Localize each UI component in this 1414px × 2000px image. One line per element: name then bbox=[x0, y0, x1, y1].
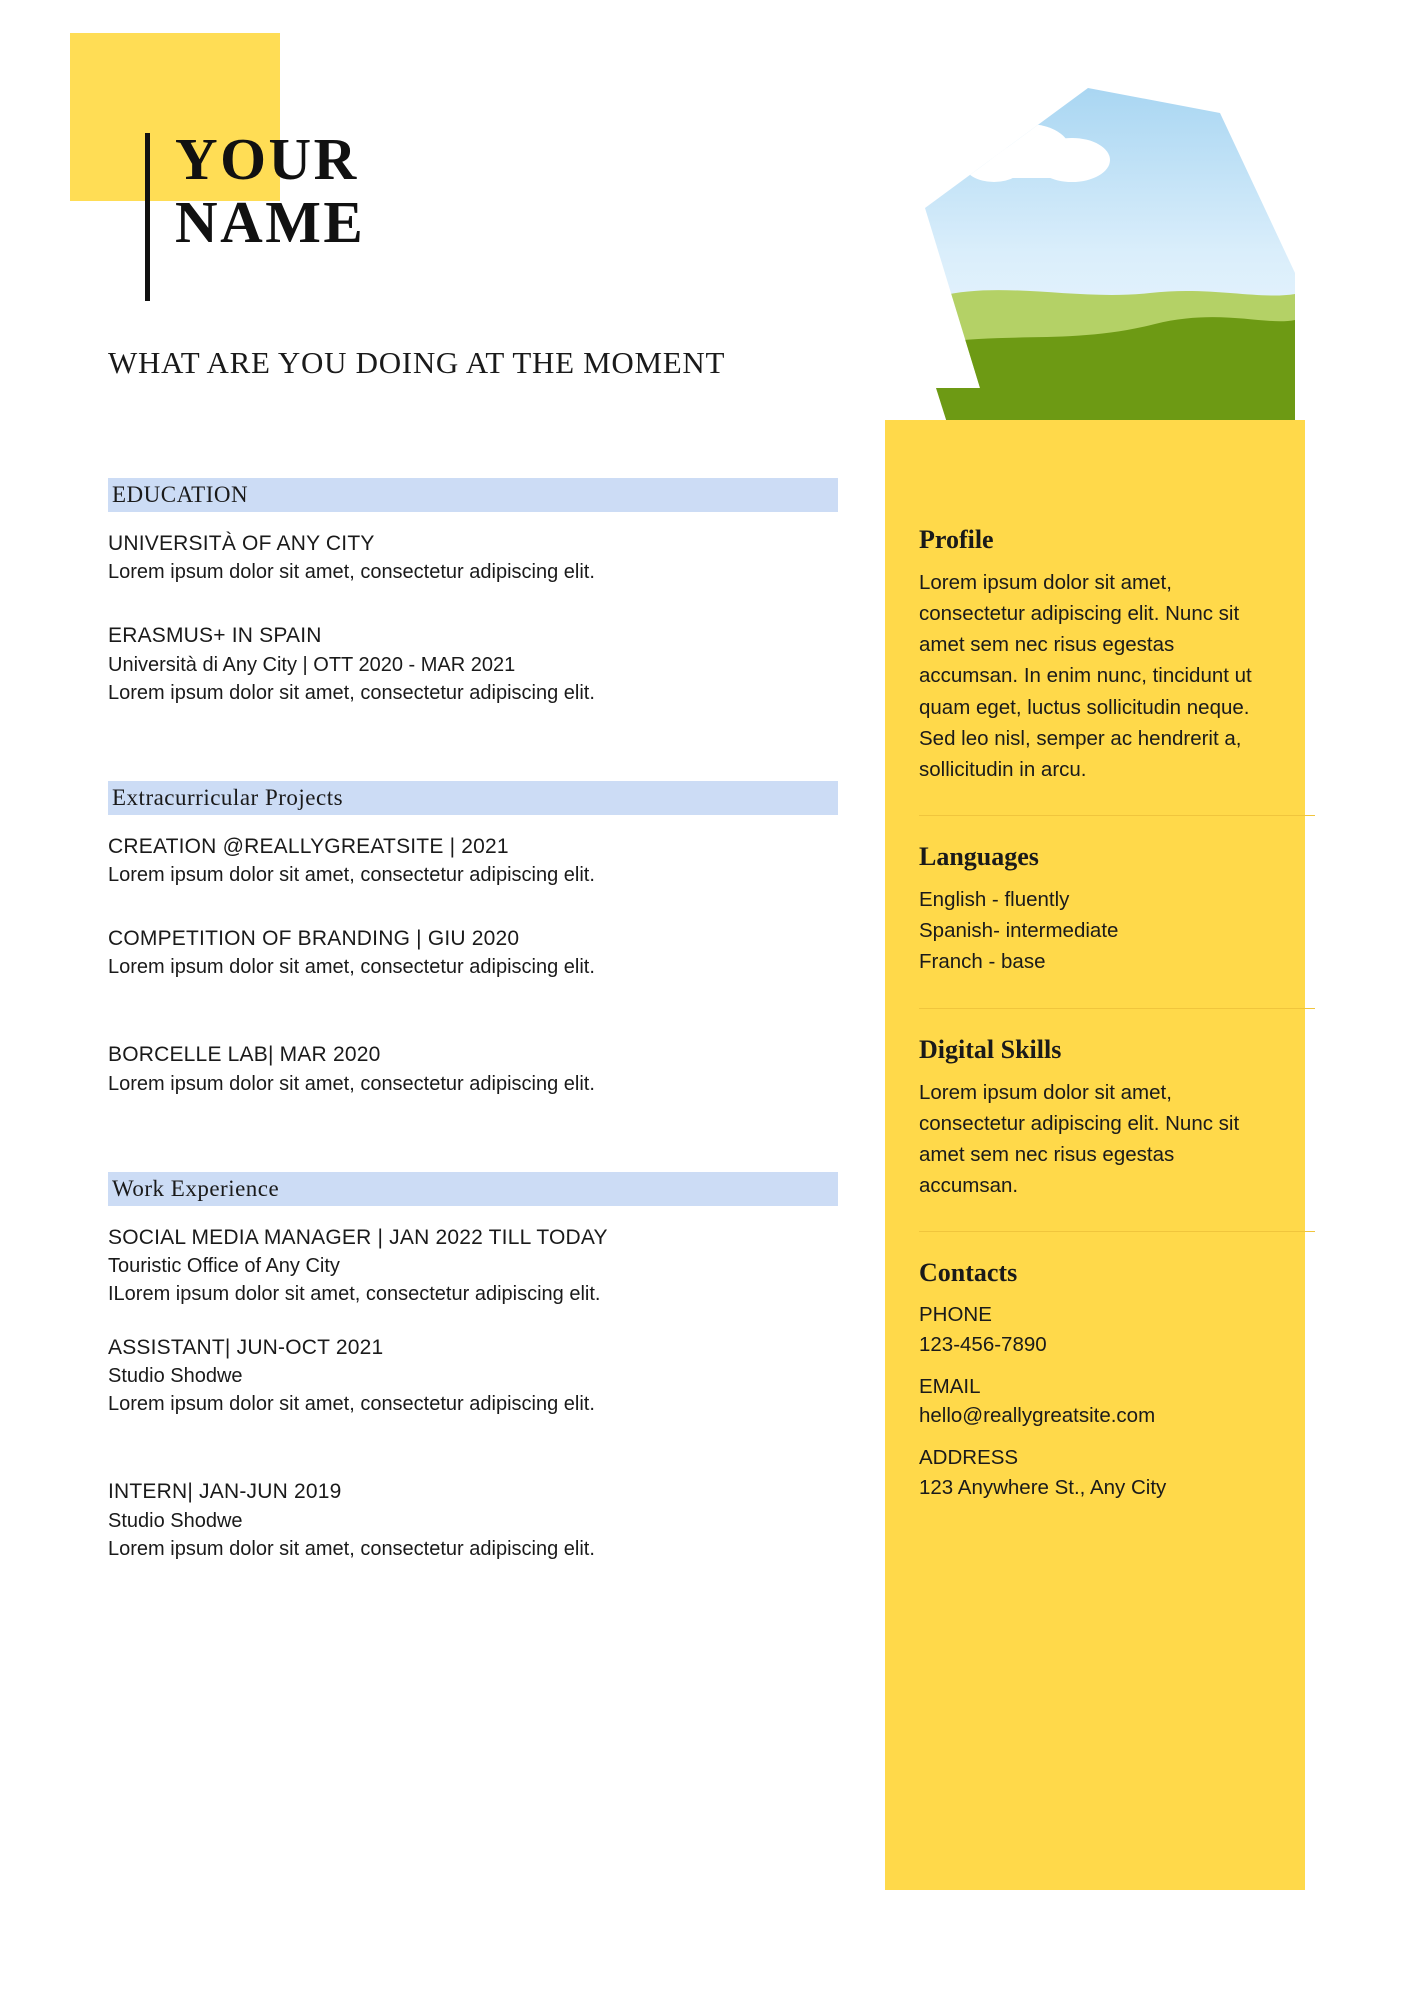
address-label: ADDRESS bbox=[919, 1446, 1019, 1470]
language-item: English - fluently bbox=[919, 888, 1070, 912]
contacts-heading: Contacts bbox=[919, 1258, 1018, 1288]
phone-label: PHONE bbox=[919, 1303, 992, 1327]
left-column bbox=[108, 478, 838, 1589]
entry-sub: Studio Shodwe bbox=[108, 1365, 243, 1388]
section-title-education: EDUCATION bbox=[112, 482, 249, 507]
entry-desc: Lorem ipsum dolor sit amet, consectetur adipiscing elit. bbox=[108, 1072, 595, 1095]
profile-text: Lorem ipsum dolor sit amet, consectetur adipiscing elit. Nunc sit amet sem nec risus egestas accumsan. In enim nunc, tincidunt ut quam eget, luctus sollicitudin neque. Sed leo nisl, semper ac hendrerit a, sollicitudin in arcu. bbox=[919, 571, 1252, 781]
section-title-work: Work Experience bbox=[112, 1175, 280, 1201]
profile-block bbox=[919, 525, 1279, 785]
digital-skills-heading: Digital Skills bbox=[919, 1034, 1062, 1064]
entry-title: ERASMUS+ IN SPAIN bbox=[108, 624, 322, 648]
digital-skills-text: Lorem ipsum dolor sit amet, consectetur adipiscing elit. Nunc sit amet sem nec risus egestas accumsan. bbox=[919, 1080, 1240, 1198]
entry-title: COMPETITION OF BRANDING | GIU 2020 bbox=[108, 927, 520, 951]
entry-title: CREATION @REALLYGREATSITE | 2021 bbox=[108, 834, 509, 858]
entry-desc: Lorem ipsum dolor sit amet, consectetur adipiscing elit. bbox=[108, 1537, 595, 1560]
digital-skills-block bbox=[919, 1035, 1279, 1202]
divider bbox=[919, 1008, 1315, 1009]
page-title bbox=[175, 128, 695, 254]
entry-title: ASSISTANT| JUN-OCT 2021 bbox=[108, 1336, 384, 1360]
entry-sub: Università di Any City | OTT 2020 - MAR 2021 bbox=[108, 653, 516, 676]
divider bbox=[919, 1231, 1315, 1232]
name-line-2: NAME bbox=[175, 189, 366, 256]
right-column bbox=[919, 525, 1279, 1515]
entry-title: UNIVERSITÀ OF ANY CITY bbox=[108, 532, 375, 555]
education-entry-1 bbox=[108, 530, 838, 586]
work-entry-1 bbox=[108, 1224, 838, 1308]
languages-block bbox=[919, 842, 1279, 977]
entry-desc: Lorem ipsum dolor sit amet, consectetur adipiscing elit. bbox=[108, 561, 595, 584]
section-header-work bbox=[108, 1172, 838, 1206]
entry-sub: Studio Shodwe bbox=[108, 1509, 243, 1532]
phone-value[interactable]: 123-456-7890 bbox=[919, 1332, 1047, 1356]
extracurricular-entry-1 bbox=[108, 833, 838, 889]
section-header-extracurricular bbox=[108, 781, 838, 815]
work-entry-3 bbox=[108, 1478, 838, 1562]
education-entry-2 bbox=[108, 622, 838, 706]
entry-title: SOCIAL MEDIA MANAGER | JAN 2022 TILL TODAY bbox=[108, 1225, 608, 1249]
language-item: Franch - base bbox=[919, 950, 1046, 974]
name-vertical-rule bbox=[145, 133, 150, 301]
extracurricular-entry-2 bbox=[108, 925, 838, 981]
languages-heading: Languages bbox=[919, 842, 1039, 872]
work-entry-2 bbox=[108, 1334, 838, 1418]
divider bbox=[919, 815, 1315, 816]
entry-desc: Lorem ipsum dolor sit amet, consectetur adipiscing elit. bbox=[108, 956, 595, 979]
entry-sub: Touristic Office of Any City bbox=[108, 1255, 340, 1278]
profile-heading: Profile bbox=[919, 525, 994, 554]
entry-title: BORCELLE LAB| MAR 2020 bbox=[108, 1043, 381, 1067]
contacts-block bbox=[919, 1258, 1279, 1502]
extracurricular-entry-3 bbox=[108, 1041, 838, 1097]
email-value[interactable]: hello@reallygreatsite.com bbox=[919, 1404, 1156, 1428]
section-header-education bbox=[108, 478, 838, 512]
section-title-extracurricular: Extracurricular Projects bbox=[112, 784, 344, 810]
entry-title: INTERN| JAN-JUN 2019 bbox=[108, 1480, 342, 1504]
entry-desc: Lorem ipsum dolor sit amet, consectetur adipiscing elit. bbox=[108, 681, 595, 704]
address-value: 123 Anywhere St., Any City bbox=[919, 1475, 1167, 1499]
name-line-1: YOUR bbox=[175, 126, 359, 192]
entry-desc: Lorem ipsum dolor sit amet, consectetur adipiscing elit. bbox=[108, 864, 595, 887]
tagline: WHAT ARE YOU DOING AT THE MOMENT bbox=[108, 345, 726, 380]
language-item: Spanish- intermediate bbox=[919, 919, 1119, 943]
entry-desc: Lorem ipsum dolor sit amet, consectetur adipiscing elit. bbox=[108, 1393, 595, 1416]
entry-desc: ILorem ipsum dolor sit amet, consectetur adipiscing elit. bbox=[108, 1283, 601, 1306]
email-label: EMAIL bbox=[919, 1374, 981, 1398]
